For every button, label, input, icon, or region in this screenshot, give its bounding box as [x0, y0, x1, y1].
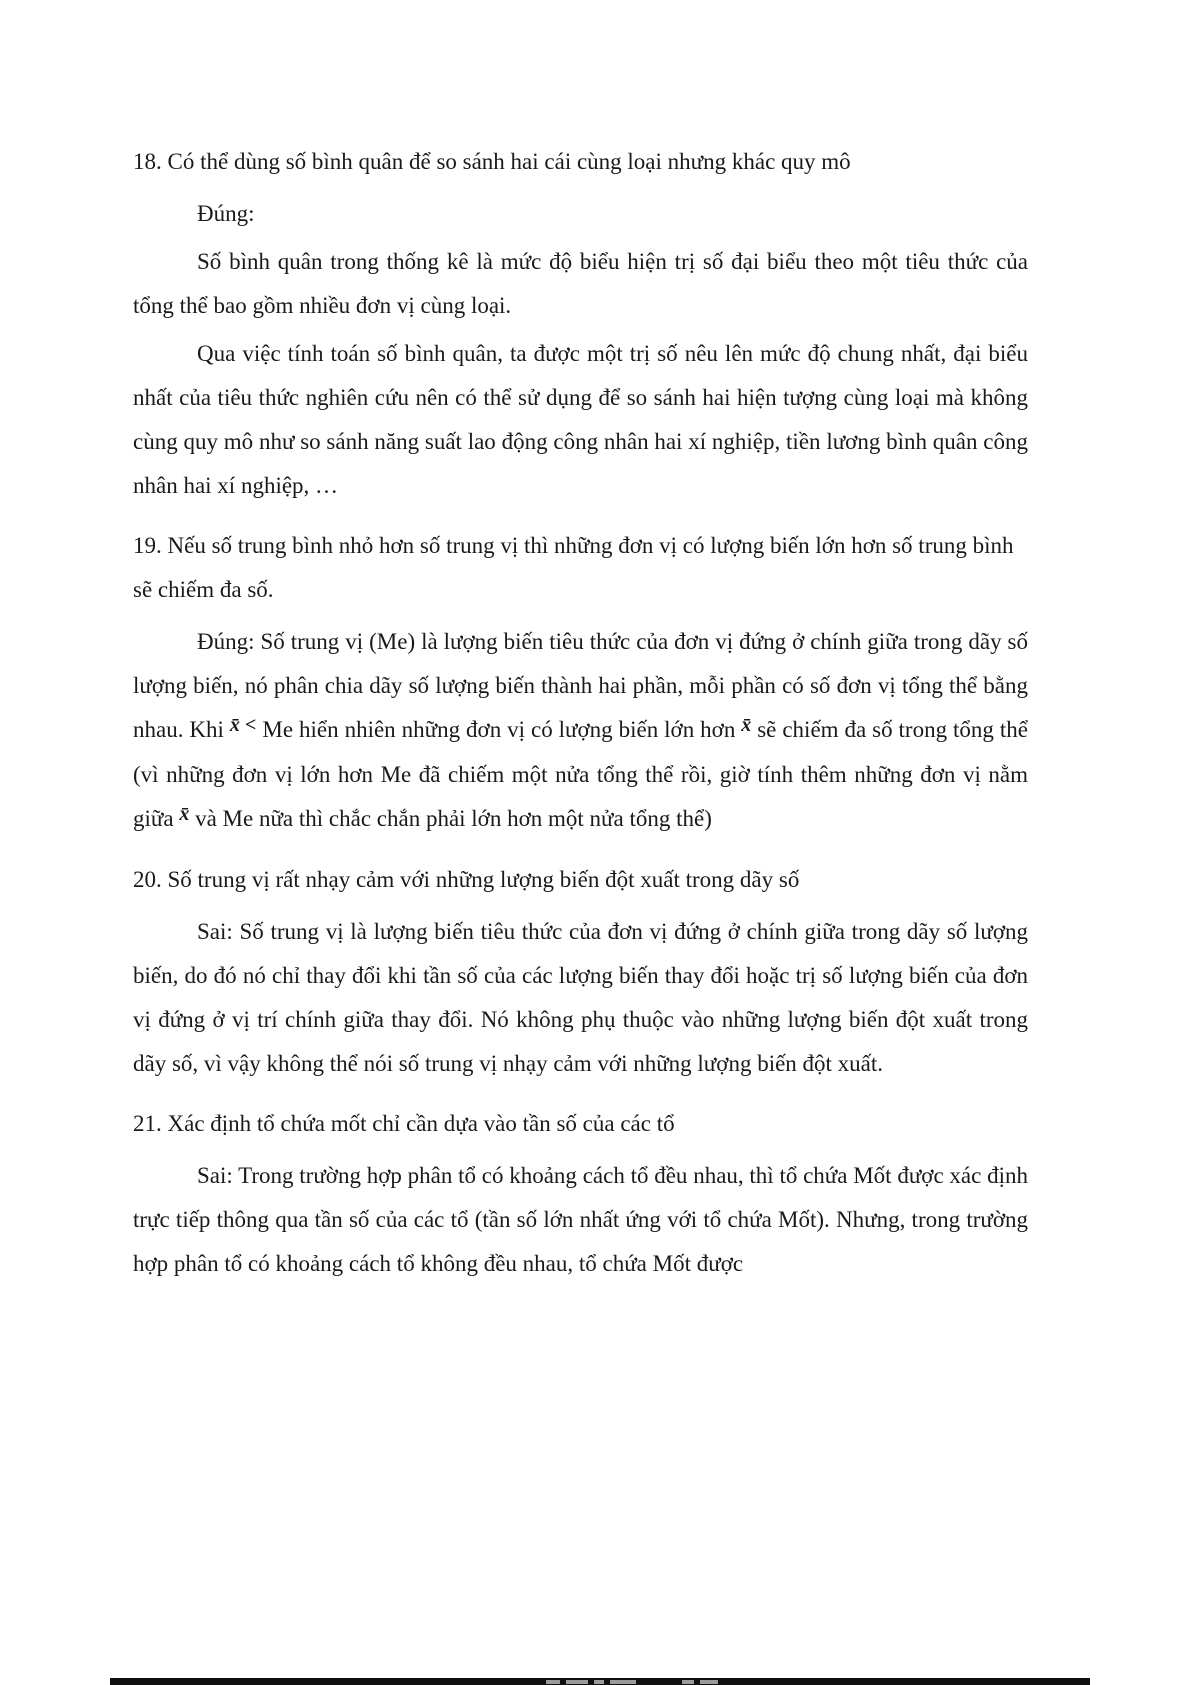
question-18-heading: 18. Có thể dùng số bình quân để so sánh hai cái cùng loại nhưng khác quy mô: [133, 149, 851, 174]
question-19-heading: 19. Nếu số trung bình nhỏ hơn số trung vị thì những đơn vị có lượng biến lớn hơn số trung bình sẽ chiếm đa số.: [133, 533, 1014, 602]
question-section-18: [133, 140, 1028, 508]
answer-18-label: Đúng:: [197, 201, 255, 226]
answer-19-text-a: Đúng: Số trung vị (Me) là lượng biến tiêu thức của đơn vị đứng ở chính giữa trong dãy số lượng biến, nó phân chia dãy số lượng biến thành hai phần, mỗi phần có số đơn vị tổng thể bằng nhau. Khi: [133, 629, 1028, 742]
question-21-heading: 21. Xác định tổ chứa mốt chỉ cần dựa vào tần số của các tổ: [133, 1111, 675, 1136]
question-section-20: [133, 858, 1028, 1086]
answer-19-text-c: sẽ chiếm đa số trong tổng thể (vì những đơn vị lớn hơn Me đã chiếm một nửa tổng thể rồi, giờ tính thêm những đơn vị nằm giữa: [133, 717, 1028, 831]
bottom-bar-mark: [700, 1680, 718, 1684]
xbar-formula-2: x̄: [179, 803, 190, 825]
bottom-bar-mark: [566, 1680, 588, 1684]
bottom-bar-mark: [682, 1680, 694, 1684]
xbar-formula: x̄: [741, 714, 752, 736]
question-20-heading: 20. Số trung vị rất nhạy cảm với những lượng biến đột xuất trong dãy số: [133, 867, 800, 892]
xbar-less-than-me-formula: x̄ <: [229, 714, 257, 736]
answer-19-paragraph: [133, 620, 1028, 842]
answer-18-paragraph-2: Qua việc tính toán số bình quân, ta được một trị số nêu lên mức độ chung nhất, đại biểu nhất của tiêu thức nghiên cứu nên có thể sử dụng để so sánh hai hiện tượng cùng loại mà không cùng quy mô như so sánh năng suất lao động công nhân hai xí nghiệp, tiền lương bình quân công nhân hai xí nghiệp, …: [133, 341, 1028, 498]
document-page: [133, 140, 1028, 1290]
bottom-bar-mark: [546, 1680, 560, 1684]
answer-20-paragraph: Sai: Số trung vị là lượng biến tiêu thức của đơn vị đứng ở chính giữa trong dãy số lượng biến, do đó nó chỉ thay đổi khi tần số của các lượng biến thay đổi hoặc trị số lượng biến của đơn vị đứng ở vị trí chính giữa thay đổi. Nó không phụ thuộc vào những lượng biến đột xuất trong dãy số, vì vậy không thể nói số trung vị nhạy cảm với những lượng biến đột xuất.: [133, 919, 1028, 1076]
bottom-bar-mark: [610, 1680, 636, 1684]
question-section-19: [133, 524, 1028, 842]
bottom-cropped-bar: [110, 1678, 1090, 1685]
answer-19-text-b: Me hiển nhiên những đơn vị có lượng biến lớn hơn: [256, 717, 742, 742]
answer-19-text-d: và Me nữa thì chắc chắn phải lớn hơn một nửa tổng thể): [189, 806, 712, 831]
answer-18-paragraph-1: Số bình quân trong thống kê là mức độ biểu hiện trị số đại biểu theo một tiêu thức của tổng thể bao gồm nhiều đơn vị cùng loại.: [133, 249, 1028, 318]
question-section-21: [133, 1102, 1028, 1286]
answer-21-paragraph: Sai: Trong trường hợp phân tổ có khoảng cách tổ đều nhau, thì tổ chứa Mốt được xác định trực tiếp thông qua tần số của các tổ (tần số lớn nhất ứng với tổ chứa Mốt). Nhưng, trong trường hợp phân tổ có khoảng cách tổ không đều nhau, tổ chứa Mốt được: [133, 1163, 1028, 1276]
bottom-bar-mark: [594, 1680, 604, 1684]
